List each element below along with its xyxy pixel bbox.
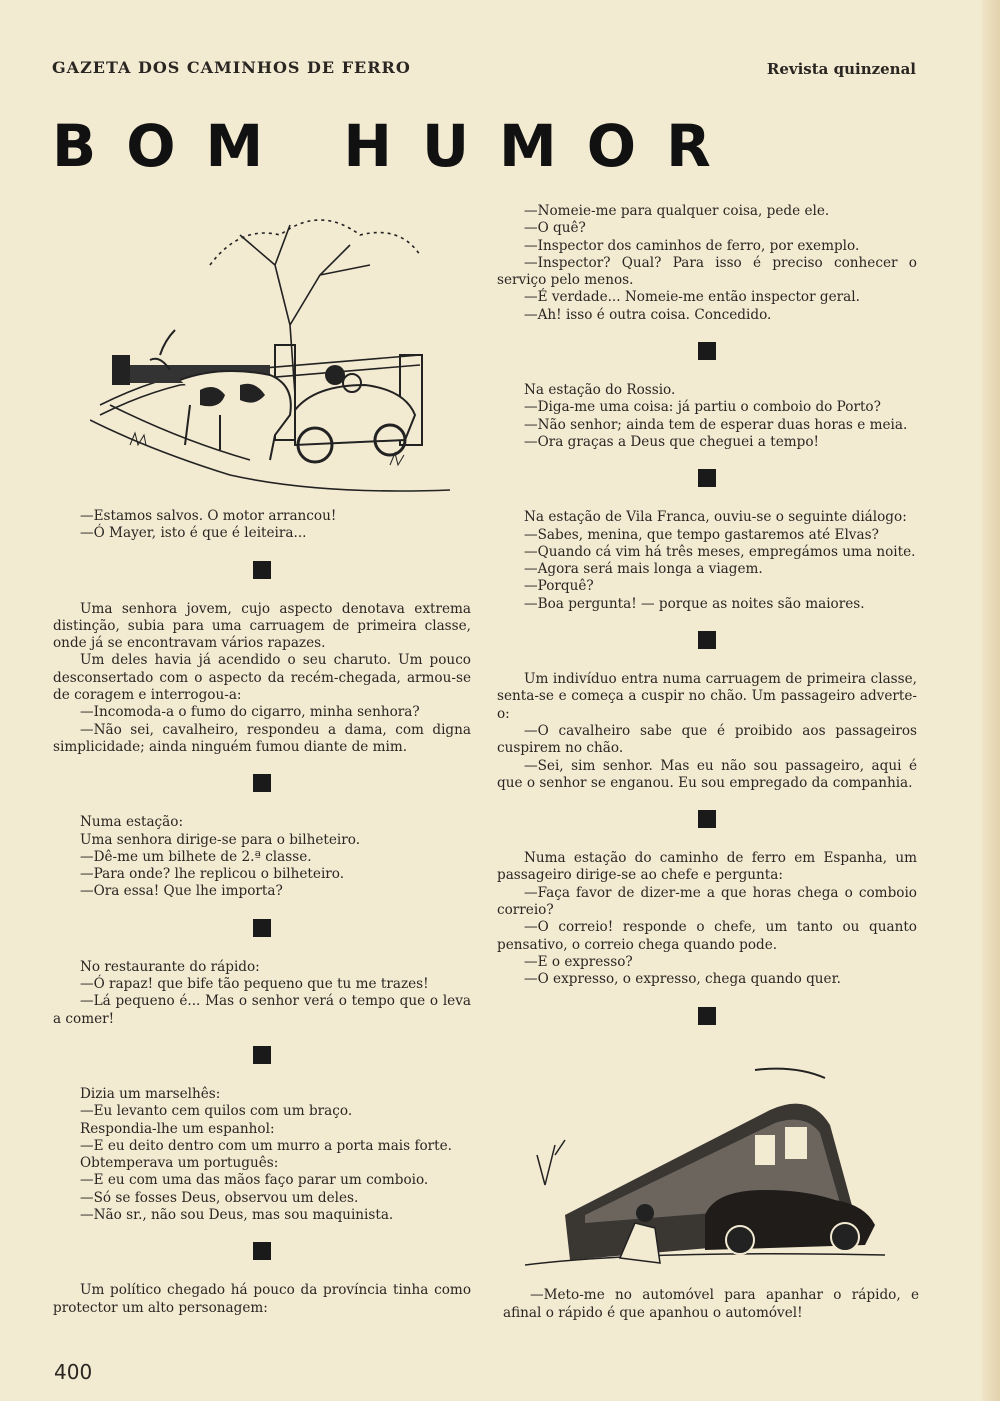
text-line: —Inspector dos caminhos de ferro, por exemplo. (524, 237, 860, 254)
section-separator (698, 1007, 716, 1025)
text-line: —E eu com uma das mãos faço parar um comboio. (80, 1172, 429, 1189)
text-line: —Ora graças a Deus que cheguei a tempo! (524, 433, 819, 450)
text-line: —E o expresso? (524, 953, 633, 970)
text-line: —Ó Mayer, isto é que é leiteira... (80, 525, 307, 542)
text-line: —Ó rapaz! que bife tão pequeno que tu me trazes! (80, 976, 429, 993)
page-number: 400 (54, 1360, 93, 1384)
text-line: —Agora será mais longa a viagem. (524, 561, 763, 578)
illustration-caption: —Meto-me no automóvel para apanhar o rápido, e afinal o rápido é que apanhou o automóvel! (503, 1287, 919, 1321)
text-line: Respondia-lhe um espanhol: (80, 1120, 275, 1137)
text-line: —Ora essa! Que lhe importa? (80, 883, 283, 900)
text-line: —Ah! isso é outra coisa. Concedido. (524, 306, 772, 323)
text-line: —Faça favor de dizer-me a que horas chega o comboio correio? (497, 884, 917, 919)
section-separator (698, 810, 716, 828)
section-separator (698, 342, 716, 360)
text-line: —Porquê? (524, 578, 594, 595)
right-column (497, 203, 917, 1047)
text-line: —Só se fosses Deus, observou um deles. (80, 1189, 359, 1206)
text-line: —Incomoda-a o fumo do cigarro, minha senhora? (80, 704, 420, 721)
text-line: Na estação de Vila Franca, ouviu-se o seguinte diálogo: (524, 509, 907, 526)
page-edge (982, 0, 1000, 1401)
section-separator (253, 1046, 271, 1064)
text-line: —Sabes, menina, que tempo gastaremos até Elvas? (524, 526, 879, 543)
text-line: —É verdade... Nomeie-me então inspector geral. (524, 289, 860, 306)
text-line: —Sei, sim senhor. Mas eu não sou passageiro, aqui é que o senhor se enganou. Eu sou empregado da companhia. (497, 757, 917, 791)
section-separator (698, 631, 716, 649)
text-line: —O expresso, o expresso, chega quando quer. (524, 971, 841, 988)
text-line: Um deles havia já acendido o seu charuto. Um pouco desconsertado com o aspecto da recém-chegada, armou-se de coragem e interrogou-a: (53, 652, 471, 704)
text-line: —Não sr., não sou Deus, mas sou maquinista. (80, 1207, 394, 1224)
text-line: —Dê-me um bilhete de 2.ª classe. (80, 848, 312, 865)
text-line: Um indivíduo entra numa carruagem de primeira classe, senta-se e começa a cuspir no chão. Um passageiro adverte-o: (497, 671, 917, 722)
cow-car-illustration (90, 205, 450, 500)
text-line: Dizia um marselhês: (80, 1085, 221, 1102)
text-line: —O quê? (524, 220, 586, 237)
section-separator (253, 774, 271, 792)
publication-title: GAZETA DOS CAMINHOS DE FERRO (52, 58, 411, 77)
text-line: Obtemperava um português: (80, 1155, 279, 1172)
text-line: —O correio! responde o chefe, um tanto ou quanto pensativo, o correio chega quando pode. (497, 919, 917, 953)
text-line: Uma senhora dirige-se para o bilheteiro. (80, 831, 361, 848)
section-separator (253, 1242, 271, 1260)
text-line: —Boa pergunta! — porque as noites são maiores. (524, 595, 865, 612)
text-line: Numa estação do caminho de ferro em Espanha, um passageiro dirige-se ao chefe e pergunta: (497, 850, 917, 884)
text-line: —Para onde? lhe replicou o bilheteiro. (80, 866, 345, 883)
text-line: —Não sei, cavalheiro, respondeu a dama, com digna simplicidade; ainda ninguém fumou diante de mim. (53, 721, 471, 755)
text-line: —Nomeie-me para qualquer coisa, pede ele. (524, 203, 830, 219)
section-separator (253, 561, 271, 579)
section-separator (253, 919, 271, 937)
train-car-illustration (525, 1065, 895, 1280)
page-title: BOM HUMOR (52, 112, 741, 180)
text-line: —Estamos salvos. O motor arrancou! (80, 508, 337, 524)
text-line: Na estação do Rossio. (524, 382, 676, 399)
left-column (53, 508, 471, 1317)
publication-frequency: Revista quinzenal (766, 60, 916, 78)
text-line: —Diga-me uma coisa: já partiu o comboio do Porto? (524, 399, 881, 416)
text-line: Uma senhora jovem, cujo aspecto denotava extrema distinção, subia para uma carruagem de primeira classe, onde já se encontravam vários rapazes. (53, 600, 471, 652)
text-line: —O cavalheiro sabe que é proibido aos passageiros cuspirem no chão. (497, 722, 917, 757)
text-line: —Quando cá vim há três meses, empregámos uma noite. (524, 543, 916, 560)
text-line: Numa estação: (80, 814, 184, 831)
text-line: Um político chegado há pouco da província tinha como protector um alto personagem: (53, 1282, 471, 1316)
section-separator (698, 469, 716, 487)
text-line: —E eu deito dentro com um murro a porta mais forte. (80, 1137, 452, 1154)
text-line: No restaurante do rápido: (80, 958, 260, 975)
text-line: —Inspector? Qual? Para isso é preciso conhecer o serviço pelo menos. (497, 254, 917, 289)
text-line: —Não senhor; ainda tem de esperar duas horas e meia. (524, 416, 908, 433)
text-line: —Lá pequeno é... Mas o senhor verá o tempo que o leva a comer! (53, 993, 471, 1027)
text-line: —Eu levanto cem quilos com um braço. (80, 1103, 353, 1120)
